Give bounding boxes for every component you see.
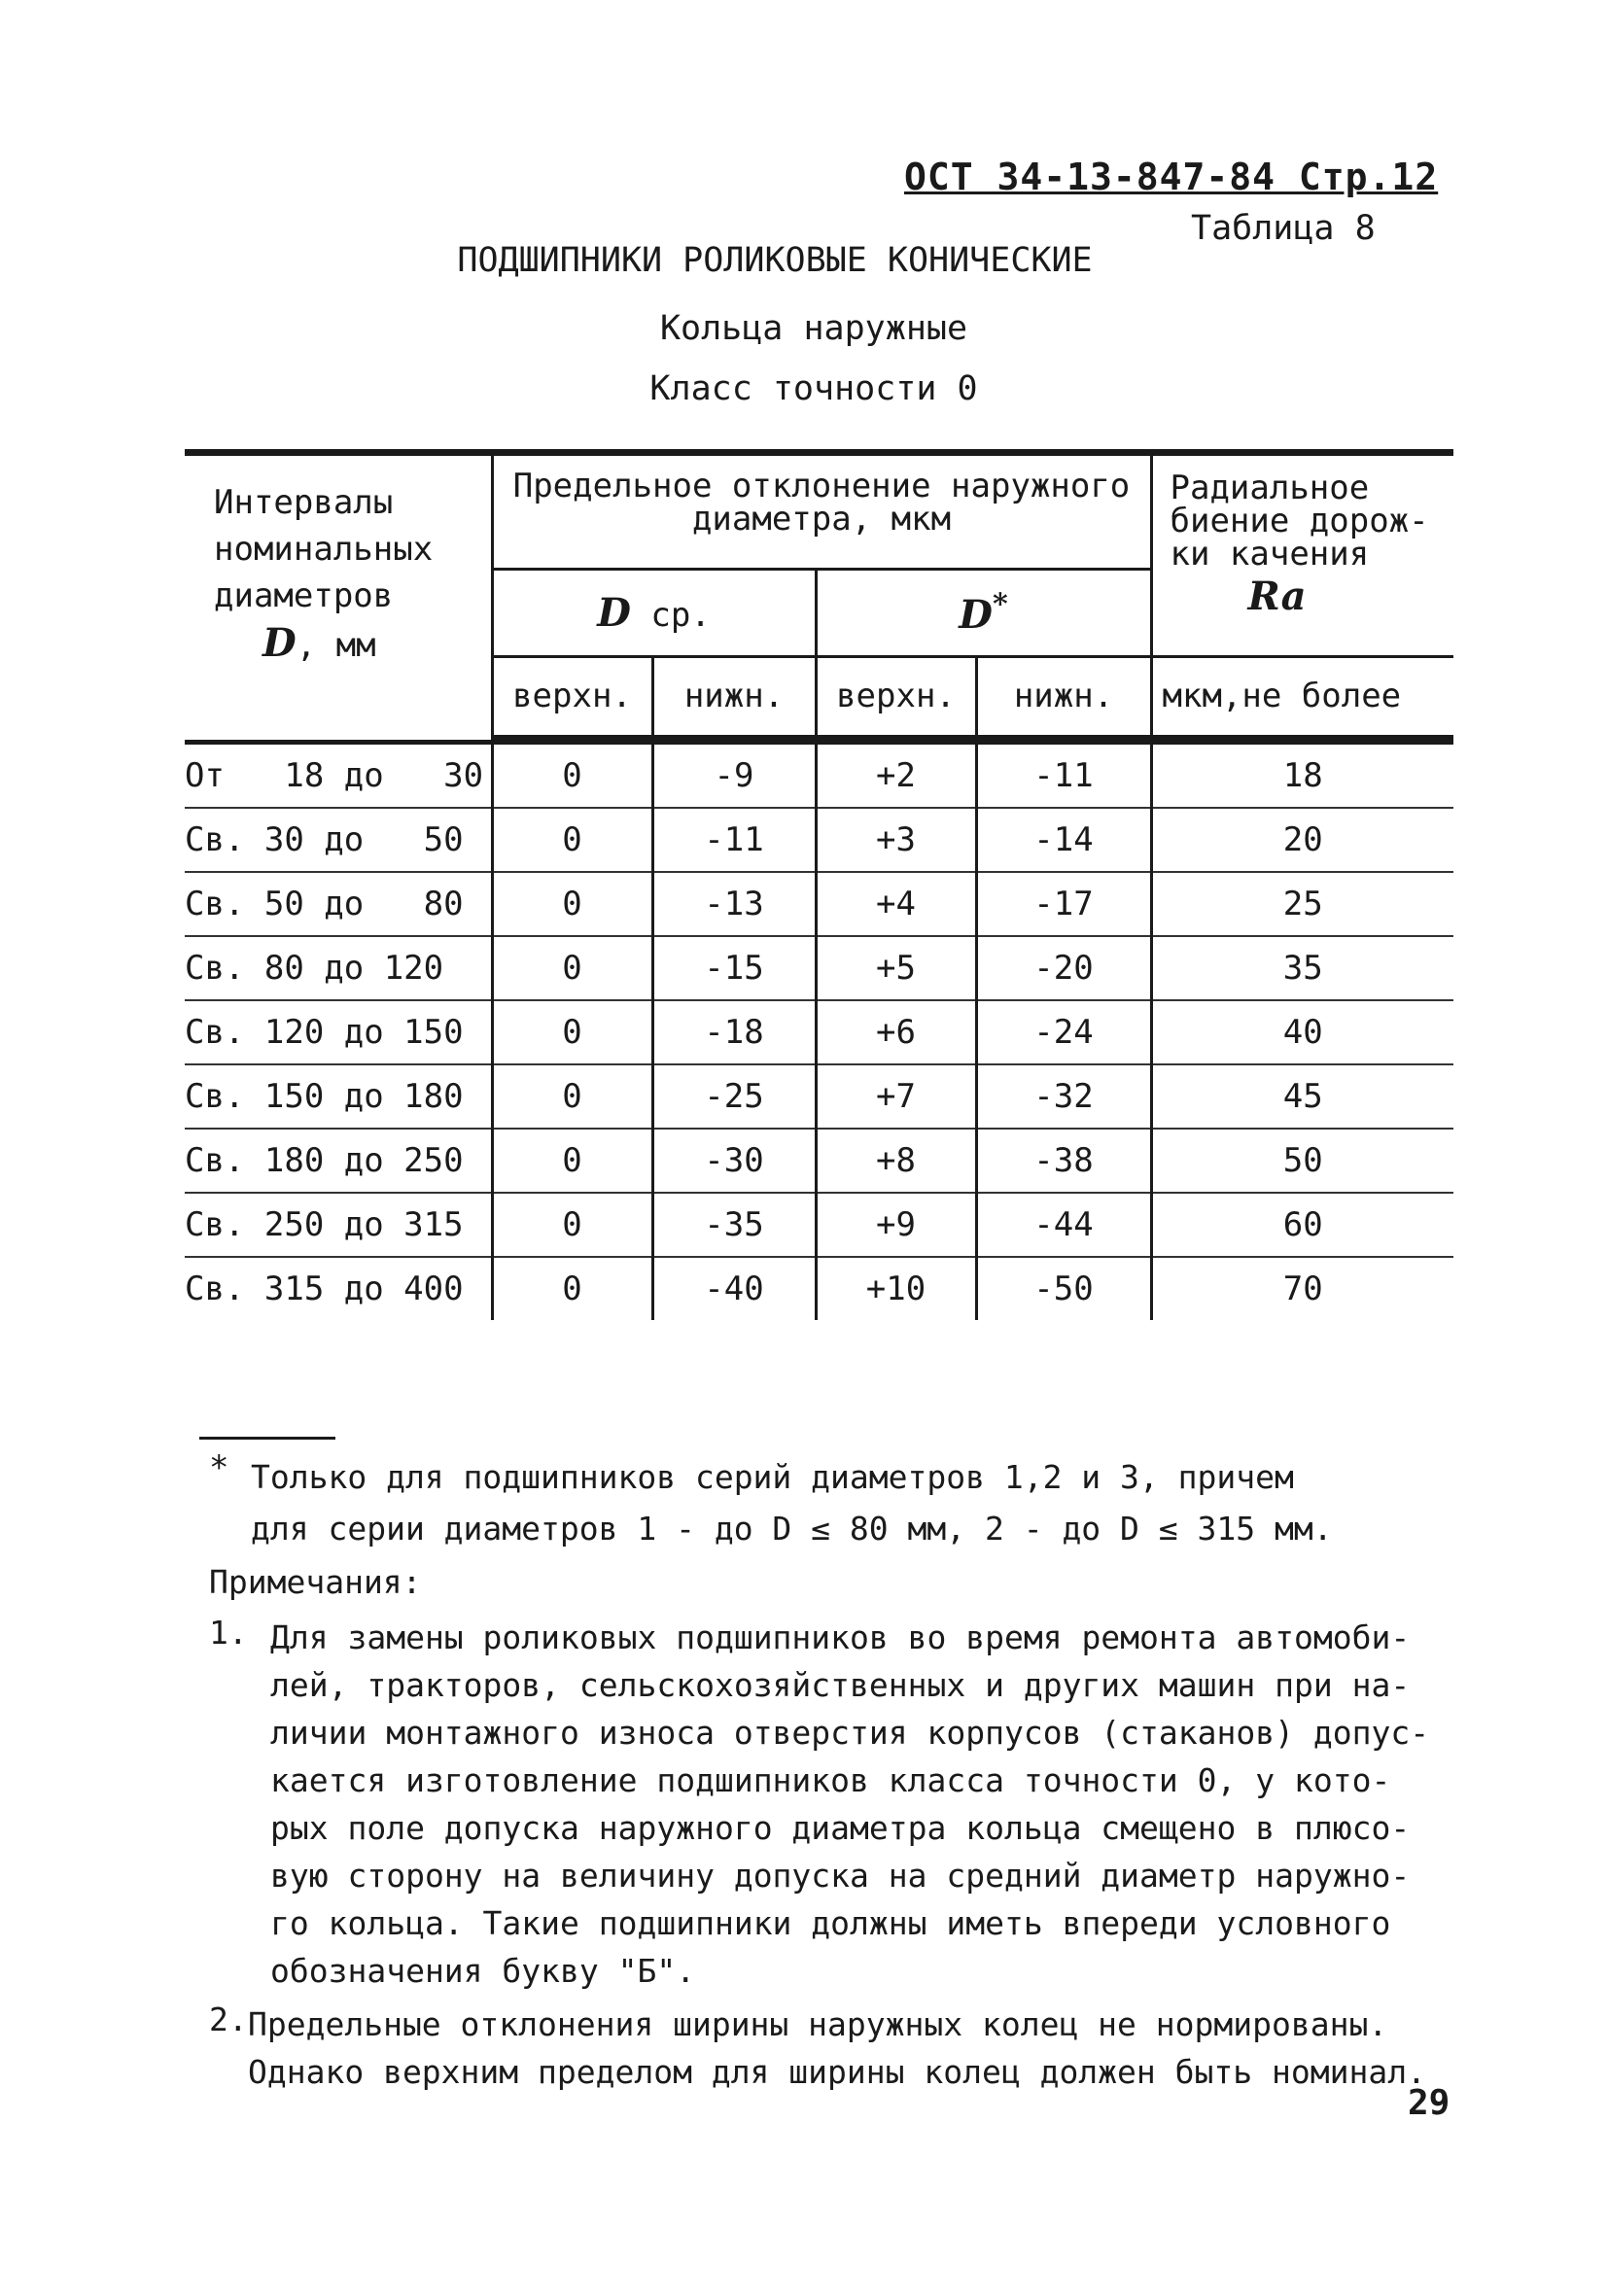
cell-range: Св. 80 до 120 xyxy=(185,936,492,1000)
table-row xyxy=(185,1129,1453,1193)
cell-dmean-lower: -35 xyxy=(652,1193,816,1257)
cell-dstar-upper: +3 xyxy=(816,808,976,872)
table-row xyxy=(185,1257,1453,1320)
cell-dstar-upper: +7 xyxy=(816,1064,976,1129)
d-symbol: D xyxy=(262,620,297,666)
subtitle-accuracy-class: Класс точности 0 xyxy=(649,369,978,408)
table-row xyxy=(185,872,1453,936)
footnote-divider xyxy=(199,1437,335,1440)
table-row xyxy=(185,936,1453,1000)
note2-number: 2. xyxy=(209,2000,248,2038)
header-intervals-unit xyxy=(214,619,491,670)
sub-dmean-upper: верхн. xyxy=(492,657,652,737)
cell-range: Св. 180 до 250 xyxy=(185,1129,492,1193)
cell-runout: 70 xyxy=(1151,1257,1453,1320)
cell-range: От 18 до 30 xyxy=(185,755,484,795)
cell-dstar-upper: +9 xyxy=(816,1193,976,1257)
note1-number: 1. xyxy=(209,1614,248,1652)
footnote-asterisk: * xyxy=(209,1448,229,1487)
cell-dmean-lower: -11 xyxy=(652,808,816,872)
cell-dstar-upper: +5 xyxy=(816,936,976,1000)
cell-dstar-lower: -17 xyxy=(976,872,1151,936)
cell-runout: 18 xyxy=(1151,742,1453,808)
header-radial-runout xyxy=(1151,453,1453,657)
document-title: ПОДШИПНИКИ РОЛИКОВЫЕ КОНИЧЕСКИЕ xyxy=(457,241,1093,280)
cell-dstar-lower: -20 xyxy=(976,936,1151,1000)
cell-dstar-upper: +4 xyxy=(816,872,976,936)
header-intervals-line3: диаметров xyxy=(214,576,394,615)
cell-dstar-lower: -14 xyxy=(976,808,1151,872)
table-number: Таблица 8 xyxy=(1191,209,1376,248)
header-runout-line1: Радиальное xyxy=(1170,469,1370,507)
cell-runout: 40 xyxy=(1151,1000,1453,1064)
header-intervals-line2: номинальных xyxy=(214,530,434,569)
cell-dmean-lower: -25 xyxy=(652,1064,816,1129)
header-deviation-line1: Предельное отклонение наружного xyxy=(512,467,1131,505)
cell-runout: 35 xyxy=(1151,936,1453,1000)
notes-heading: Примечания: xyxy=(209,1563,422,1601)
cell-dmean-lower: -13 xyxy=(652,872,816,936)
cell-dmean-upper: 0 xyxy=(492,1000,652,1064)
ra-symbol: Ra xyxy=(1247,574,1307,619)
cell-dmean-lower: -15 xyxy=(652,936,816,1000)
table-row xyxy=(185,1193,1453,1257)
cell-range: Св. 50 до 80 xyxy=(185,872,492,936)
cell-runout: 45 xyxy=(1151,1064,1453,1129)
d-mean-label: ср. xyxy=(650,595,711,635)
page-number: 29 xyxy=(1408,2083,1451,2123)
sub-runout-unit: мкм,не более xyxy=(1151,657,1453,737)
cell-dmean-lower: -40 xyxy=(652,1257,816,1320)
header-intervals xyxy=(185,453,492,738)
cell-range: Св. 150 до 180 xyxy=(185,1064,492,1129)
cell-range: Св. 30 до 50 xyxy=(185,808,492,872)
note1-text: Для замены роликовых подшипников во время ремонта автомоби- лей, тракторов, сельскохозяйственных и других машин при на- личии монтажного износа отверстия корпусов (стаканов) допус- кается изготовление подшипников класса точности 0, у кото- рых поле допуска наружного диаметра кольца смещено в плюсо- вую сторону на величину допуска на средний диаметр наружно- го кольца. Такие подшипники должны иметь впереди условного обозначения букву "Б". xyxy=(270,1618,1430,1990)
note2-text: Предельные отклонения ширины наружных колец не нормированы. Однако верхним пределом для ширины колец должен быть номинал. xyxy=(248,2005,1426,2091)
ra-symbol-cell xyxy=(1171,571,1454,625)
cell-dstar-lower: -44 xyxy=(976,1193,1151,1257)
table-row xyxy=(185,808,1453,872)
cell-dstar-lower: -24 xyxy=(976,1000,1151,1064)
cell-runout: 25 xyxy=(1151,872,1453,936)
footnote-line2: для серии диаметров 1 - до D ≤ 80 мм, 2 - до D ≤ 315 мм. xyxy=(251,1510,1333,1548)
header-intervals-line1: Интервалы xyxy=(214,483,394,522)
cell-dstar-lower: -38 xyxy=(976,1129,1151,1193)
unit-mm: , мм xyxy=(296,626,376,665)
cell-dstar-upper: +8 xyxy=(816,1129,976,1193)
cell-dstar-upper: +2 xyxy=(816,742,976,808)
sub-dmean-lower: нижн. xyxy=(652,657,816,737)
cell-dmean-upper: 0 xyxy=(492,872,652,936)
cell-range: Св. 250 до 315 xyxy=(185,1193,492,1257)
cell-dmean-upper: 0 xyxy=(492,1129,652,1193)
d-mean-symbol: D xyxy=(597,589,631,636)
header-deviation-line2: диаметра, мкм xyxy=(691,500,952,539)
cell-dmean-lower: -18 xyxy=(652,1000,816,1064)
header-d-mean xyxy=(492,570,816,657)
cell-dstar-lower: -32 xyxy=(976,1064,1151,1129)
tolerance-table xyxy=(185,449,1453,1320)
sub-dstar-lower: нижн. xyxy=(976,657,1151,737)
cell-dstar-lower: -11 xyxy=(976,742,1151,808)
header-runout-line3: ки качения xyxy=(1170,535,1370,574)
cell-dmean-upper: 0 xyxy=(492,1193,652,1257)
cell-runout: 20 xyxy=(1151,808,1453,872)
cell-range: Св. 120 до 150 xyxy=(185,1000,492,1064)
cell-dmean-upper: 0 xyxy=(492,808,652,872)
cell-range: Св. 315 до 400 xyxy=(185,1257,492,1320)
document-code: ОСТ 34-13-847-84 Стр.12 xyxy=(904,156,1439,198)
cell-dstar-lower: -50 xyxy=(976,1257,1151,1320)
footnote-line1: Только для подшипников серий диаметров 1,2 и 3, причем xyxy=(251,1458,1294,1496)
cell-dmean-upper: 0 xyxy=(492,936,652,1000)
sub-dstar-upper: верхн. xyxy=(816,657,976,737)
cell-dstar-upper: +6 xyxy=(816,1000,976,1064)
cell-dstar-upper: +10 xyxy=(816,1257,976,1320)
header-d-star xyxy=(816,570,1151,657)
cell-dmean-upper: 0 xyxy=(492,1064,652,1129)
subtitle-rings: Кольца наружные xyxy=(659,309,968,348)
cell-dmean-lower: -30 xyxy=(652,1129,816,1193)
header-runout-line2: биение дорож- xyxy=(1170,502,1429,540)
table-row xyxy=(185,1000,1453,1064)
cell-runout: 60 xyxy=(1151,1193,1453,1257)
table-row xyxy=(185,1064,1453,1129)
cell-dmean-upper: 0 xyxy=(492,1257,652,1320)
d-star-symbol: D* xyxy=(959,588,1008,639)
table-row xyxy=(185,742,1453,808)
cell-dmean-upper: 0 xyxy=(492,742,652,808)
header-deviation-group xyxy=(492,453,1151,570)
cell-dmean-lower: -9 xyxy=(652,742,816,808)
cell-runout: 50 xyxy=(1151,1129,1453,1193)
